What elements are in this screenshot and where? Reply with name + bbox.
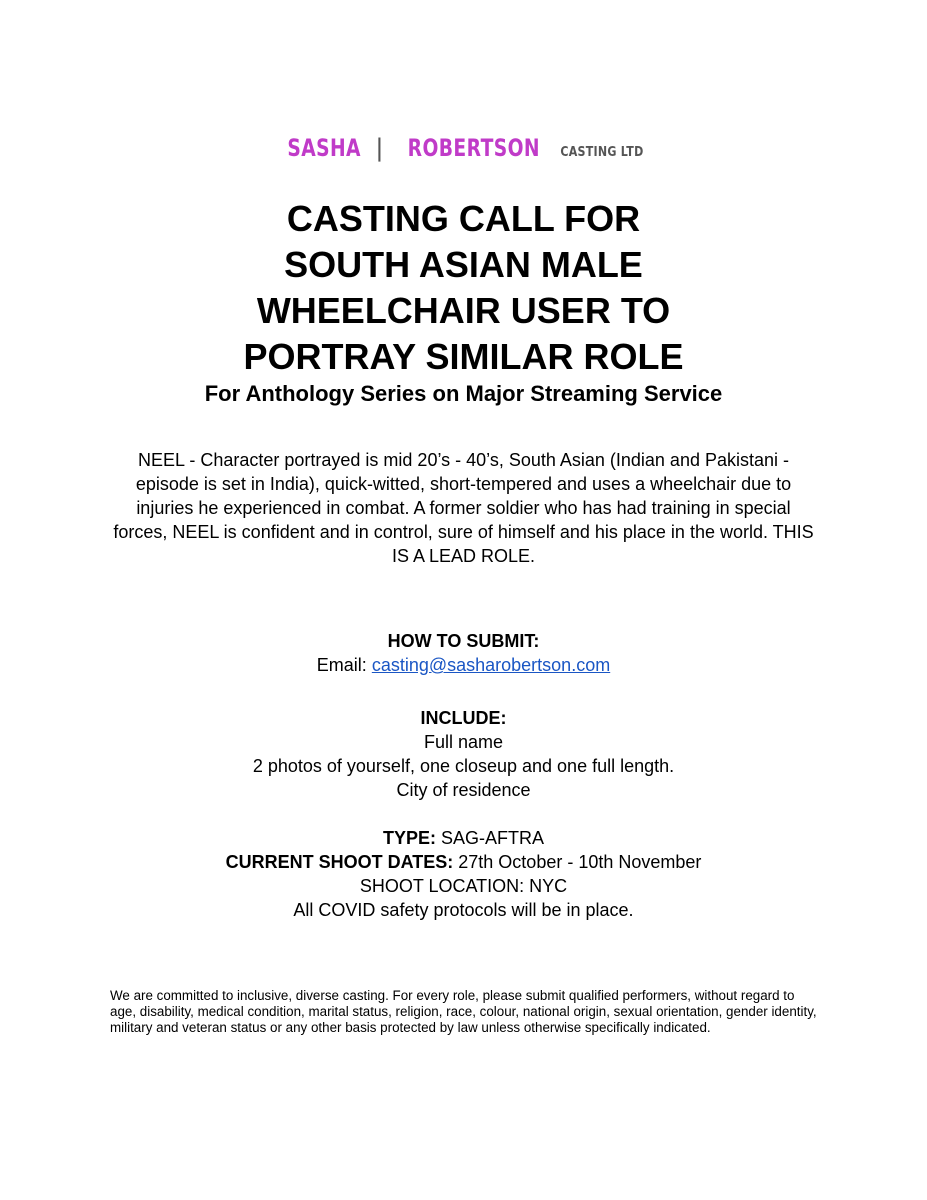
email-line xyxy=(0,653,927,677)
disclaimer-text: We are committed to inclusive, diverse casting. For every role, please submit qualified performers, without regard to age, disability, medical condition, marital status, religion, race, colour, national origin, sexual orientation, gender identity, military and veteran status or any other basis protected by law unless otherwise specifically indicated. xyxy=(110,988,817,1035)
submit-heading: HOW TO SUBMIT: xyxy=(387,631,540,651)
type-label: TYPE: xyxy=(382,828,436,848)
page-subtitle: For Anthology Series on Major Streaming Service xyxy=(204,381,723,406)
include-item: Full name xyxy=(423,732,504,752)
dates-label: CURRENT SHOOT DATES: xyxy=(225,852,454,872)
company-logo xyxy=(0,134,927,162)
email-label: Email: xyxy=(316,655,372,675)
dates-value: 27th October - 10th November xyxy=(453,852,702,872)
type-value: SAG-AFTRA xyxy=(436,828,545,848)
email-link[interactable]: casting@sasharobertson.com xyxy=(371,655,611,675)
covid-note: All COVID safety protocols will be in place. xyxy=(293,900,634,920)
logo-first-name: SASHA xyxy=(286,134,361,162)
type-line xyxy=(0,826,927,850)
submit-section xyxy=(0,629,927,677)
location-line: SHOOT LOCATION: NYC xyxy=(359,876,568,896)
details-section xyxy=(0,826,927,922)
include-item: 2 photos of yourself, one closeup and one full length. xyxy=(252,756,675,776)
title-line: CASTING CALL FOR xyxy=(286,198,641,239)
role-description: NEEL - Character portrayed is mid 20’s - 40’s, South Asian (Indian and Pakistani - episode is set in India), quick-witted, short-tempered and uses a wheelchair due to injuries he experienced in combat. A former soldier who has had training in special forces, NEEL is confident and in control, sure of himself and his place in the world. THIS IS A LEAD ROLE. xyxy=(113,450,814,566)
dates-line xyxy=(0,850,927,874)
include-heading: INCLUDE: xyxy=(420,708,507,728)
include-section xyxy=(0,706,927,802)
logo-suffix: CASTING LTD xyxy=(559,145,644,160)
title-line: WHEELCHAIR USER TO xyxy=(256,290,671,331)
include-item: City of residence xyxy=(396,780,531,800)
logo-last-name: ROBERTSON xyxy=(407,134,540,162)
logo-separator: | xyxy=(376,134,384,162)
page-title xyxy=(0,196,927,380)
title-line: PORTRAY SIMILAR ROLE xyxy=(243,336,684,377)
title-line: SOUTH ASIAN MALE xyxy=(284,244,643,285)
